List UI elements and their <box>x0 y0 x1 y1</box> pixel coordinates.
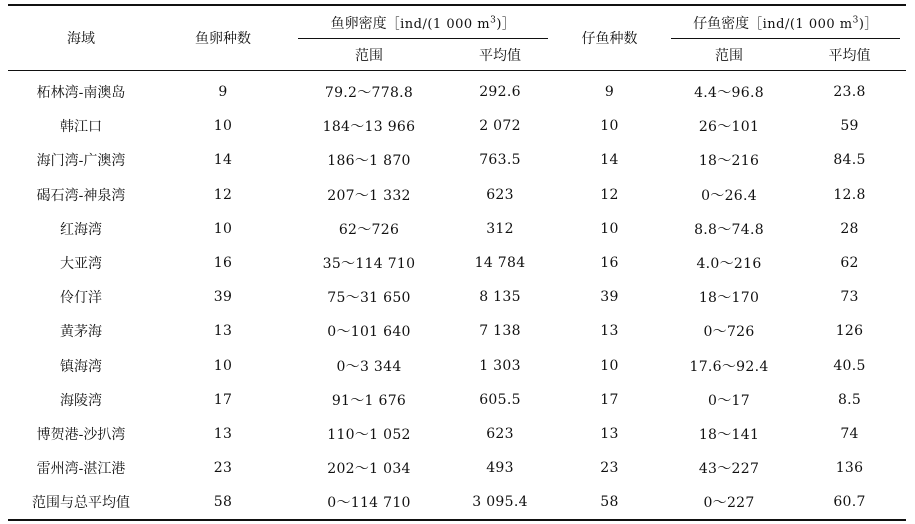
cell-larva-species: 13 <box>600 323 619 340</box>
cell-egg-species: 17 <box>213 391 233 408</box>
table-body <box>8 71 906 521</box>
cell-egg-average: 605.5 <box>479 391 521 408</box>
unit-prefix: ［ind/(1 000 m <box>386 16 491 32</box>
cell-egg-average: 292.6 <box>479 84 521 101</box>
cell-larva-species: 23 <box>600 460 619 477</box>
header-larva-density-unit <box>749 17 878 32</box>
cell-area: 大亚湾 <box>60 256 102 273</box>
unit-suffix: )］ <box>858 16 878 32</box>
cell-larva-average: 73 <box>840 289 859 306</box>
cell-larva-species: 10 <box>600 118 619 135</box>
cell-larva-average: 126 <box>835 323 864 340</box>
cell-larva-range: 0～227 <box>665 485 793 520</box>
cell-egg-average: 763.5 <box>479 152 521 169</box>
cell-egg-range: 207～1 332 <box>327 187 411 204</box>
cell-egg-range: 35～114 710 <box>322 256 416 273</box>
header-larva-range: 范围 <box>665 39 793 71</box>
cell-larva-range: 4.0～216 <box>696 256 762 273</box>
cell-larva-species: 10 <box>600 220 619 237</box>
unit-exponent: 3 <box>852 15 859 26</box>
header-egg-range: 范围 <box>292 39 446 71</box>
cell-egg-range: 0～114 710 <box>292 485 446 520</box>
header-larva-species: 仔鱼种数 <box>554 5 665 71</box>
cell-egg-average: 312 <box>486 220 514 237</box>
cell-larva-species: 58 <box>554 485 665 520</box>
cell-larva-average: 23.8 <box>833 84 866 101</box>
cell-egg-species: 16 <box>213 255 233 272</box>
cell-larva-species: 13 <box>600 425 619 442</box>
table-row <box>8 280 906 314</box>
cell-larva-range: 0～726 <box>703 324 755 341</box>
table-row <box>8 451 906 485</box>
cell-area: 镇海湾 <box>60 358 102 375</box>
unit-prefix: ［ind/(1 000 m <box>749 16 853 32</box>
cell-egg-species: 58 <box>154 485 292 520</box>
cell-area: 范围与总平均值 <box>8 485 154 520</box>
cell-larva-average: 84.5 <box>833 152 866 169</box>
cell-egg-range: 202～1 034 <box>327 461 411 478</box>
cell-area: 博贺港-沙扒湾 <box>36 426 126 443</box>
cell-egg-species: 12 <box>213 186 233 203</box>
cell-egg-range: 110～1 052 <box>327 426 411 443</box>
cell-egg-species: 10 <box>213 118 233 135</box>
table-row <box>8 314 906 348</box>
cell-larva-range: 8.8～74.8 <box>694 221 764 238</box>
cell-larva-species: 17 <box>600 391 619 408</box>
cell-larva-range: 18～170 <box>698 290 760 307</box>
cell-area: 柘林湾-南澳岛 <box>36 85 126 102</box>
cell-larva-range: 4.4～96.8 <box>694 85 764 102</box>
cell-egg-range: 184～13 966 <box>322 119 416 136</box>
cell-egg-species: 10 <box>213 220 233 237</box>
cell-egg-range: 0～101 640 <box>327 324 411 341</box>
cell-egg-range: 0～3 344 <box>336 358 402 375</box>
cell-larva-species: 39 <box>600 289 619 306</box>
cell-larva-average: 59 <box>840 118 859 135</box>
cell-larva-average: 62 <box>840 255 859 272</box>
cell-larva-range: 0～17 <box>708 392 750 409</box>
table-row <box>8 71 906 110</box>
header-egg-density-unit <box>387 17 516 32</box>
header-larva-average: 平均值 <box>793 39 906 71</box>
cell-area: 红海湾 <box>60 221 102 238</box>
cell-larva-species: 14 <box>600 152 619 169</box>
cell-egg-average: 14 784 <box>474 255 526 272</box>
cell-egg-species: 13 <box>213 425 233 442</box>
unit-exponent: 3 <box>490 15 497 26</box>
cell-larva-range: 26～101 <box>698 119 760 136</box>
cell-egg-species: 13 <box>213 323 233 340</box>
cell-larva-average: 12.8 <box>833 186 866 203</box>
cell-egg-species: 39 <box>213 289 233 306</box>
table-header <box>8 5 906 71</box>
cell-larva-species: 12 <box>600 186 619 203</box>
cell-egg-average: 623 <box>486 425 514 442</box>
cell-area: 黄茅海 <box>60 324 102 341</box>
table-row <box>8 417 906 451</box>
cell-egg-average: 623 <box>486 186 514 203</box>
cell-egg-range: 186～1 870 <box>327 153 411 170</box>
table-row <box>8 485 906 520</box>
table-row <box>8 212 906 246</box>
cell-egg-average: 2 072 <box>479 118 521 135</box>
cell-larva-species: 9 <box>604 84 615 101</box>
cell-egg-average: 1 303 <box>479 357 521 374</box>
cell-larva-range: 43～227 <box>698 461 760 478</box>
cell-egg-average: 7 138 <box>479 323 521 340</box>
cell-area: 雷州湾-湛江港 <box>36 461 126 478</box>
cell-egg-average: 493 <box>486 460 514 477</box>
table-row <box>8 109 906 143</box>
unit-suffix: )］ <box>496 16 516 32</box>
cell-egg-range: 91～1 676 <box>331 392 407 409</box>
cell-larva-average: 8.5 <box>837 391 862 408</box>
table-row <box>8 383 906 417</box>
cell-egg-range: 79.2～778.8 <box>324 85 414 102</box>
header-egg-average: 平均值 <box>446 39 554 71</box>
cell-larva-range: 17.6～92.4 <box>689 358 769 375</box>
cell-area: 韩江口 <box>60 119 102 136</box>
cell-egg-range: 75～31 650 <box>327 290 411 307</box>
header-area: 海域 <box>8 5 154 71</box>
table-row <box>8 349 906 383</box>
header-larva-density-label: 仔鱼密度 <box>693 15 750 32</box>
cell-egg-species: 23 <box>213 460 233 477</box>
table-row <box>8 143 906 177</box>
cell-larva-range: 0～26.4 <box>701 187 757 204</box>
data-table <box>8 4 906 521</box>
header-larva-density <box>665 5 906 39</box>
table-row <box>8 178 906 212</box>
header-egg-species: 鱼卵种数 <box>154 5 292 71</box>
cell-egg-average: 3 095.4 <box>446 485 554 520</box>
cell-area: 碣石湾-神泉湾 <box>36 187 126 204</box>
cell-egg-range: 62～726 <box>338 221 400 238</box>
cell-larva-range: 18～216 <box>698 153 760 170</box>
cell-egg-average: 8 135 <box>479 289 521 306</box>
cell-egg-species: 9 <box>218 84 228 101</box>
cell-larva-average: 40.5 <box>833 357 866 374</box>
cell-larva-average: 136 <box>835 460 864 477</box>
table-row <box>8 246 906 280</box>
cell-larva-range: 18～141 <box>698 426 760 443</box>
cell-area: 海陵湾 <box>60 392 102 409</box>
cell-larva-average: 28 <box>840 220 859 237</box>
cell-area: 海门湾-广澳湾 <box>36 153 126 170</box>
cell-larva-average: 74 <box>840 425 859 442</box>
header-egg-density-label: 鱼卵密度 <box>330 15 387 32</box>
cell-larva-average: 60.7 <box>793 485 906 520</box>
cell-egg-species: 10 <box>213 357 233 374</box>
header-egg-density <box>292 5 554 39</box>
cell-area: 伶仃洋 <box>60 290 102 307</box>
cell-egg-species: 14 <box>213 152 233 169</box>
cell-larva-species: 10 <box>600 357 619 374</box>
cell-larva-species: 16 <box>600 255 619 272</box>
